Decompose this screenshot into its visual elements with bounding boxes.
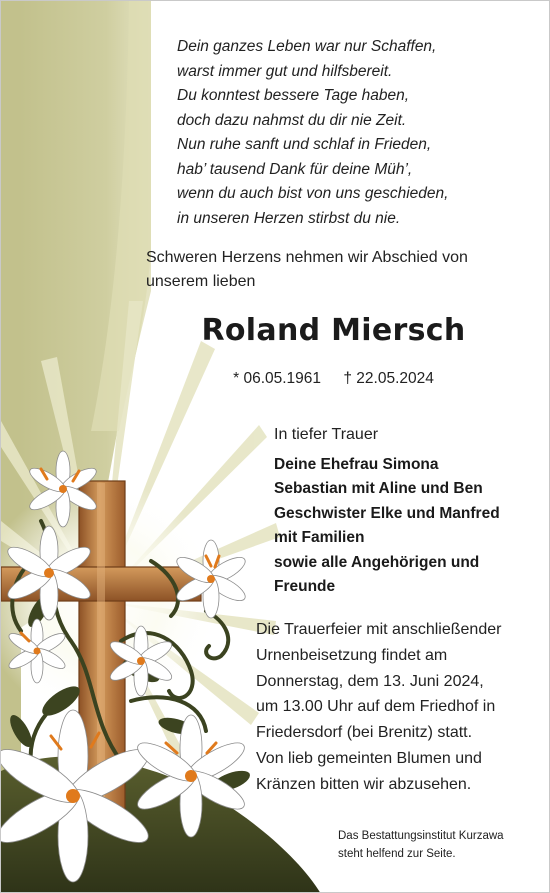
poem-line: wenn du auch bist von uns geschieden, <box>177 185 449 202</box>
poem-line: Nun ruhe sanft und schlaf in Frieden, <box>177 136 432 153</box>
mourner-line: Sebastian mit Aline und Ben <box>274 480 483 498</box>
undertaker-note <box>338 827 538 863</box>
mourners-list <box>274 453 539 599</box>
deceased-name: Roland Miersch <box>201 313 466 348</box>
service-line: Kränzen bitten wir abzusehen. <box>256 775 472 793</box>
poem-line: Dein ganzes Leben war nur Schaffen, <box>177 38 437 55</box>
undertaker-line: steht helfend zur Seite. <box>338 848 456 860</box>
service-line: Friedersdorf (bei Brenitz) statt. <box>256 724 473 742</box>
undertaker-line: Das Bestattungsinstitut Kurzawa <box>338 830 504 842</box>
service-line: Von lieb gemeinten Blumen und <box>256 749 482 767</box>
poem <box>177 35 507 231</box>
poem-line: in unseren Herzen stirbst du nie. <box>177 209 401 227</box>
death-date: † 22.05.2024 <box>343 370 434 387</box>
poem-line: warst immer gut und hilfsbereit. <box>177 62 393 80</box>
life-dates <box>151 370 516 388</box>
mourner-line: Geschwister Elke und Manfred <box>274 504 500 522</box>
farewell-intro <box>146 246 516 294</box>
mourning-heading: In tiefer Trauer <box>274 426 379 443</box>
service-details <box>256 617 546 798</box>
service-line: Die Trauerfeier mit anschließender <box>256 621 502 638</box>
poem-line: doch dazu nahmst du dir nie Zeit. <box>177 111 407 129</box>
poem-line: Du konntest bessere Tage haben, <box>177 87 410 104</box>
mourner-line: Deine Ehefrau Simona <box>274 456 439 473</box>
intro-line: unserem lieben <box>146 273 256 290</box>
service-line: Urnenbeisetzung findet am <box>256 646 448 664</box>
mourner-line: sowie alle Angehörigen und <box>274 553 480 571</box>
mourner-line: mit Familien <box>274 529 365 547</box>
intro-line: Schweren Herzens nehmen wir Abschied von <box>146 249 468 266</box>
service-line: Donnerstag, dem 13. Juni 2024, <box>256 672 484 690</box>
mourner-line: Freunde <box>274 578 336 596</box>
birth-date: * 06.05.1961 <box>233 370 322 387</box>
poem-line: hab’ tausend Dank für deine Müh’, <box>177 160 413 178</box>
service-line: um 13.00 Uhr auf dem Friedhof in <box>256 698 496 716</box>
